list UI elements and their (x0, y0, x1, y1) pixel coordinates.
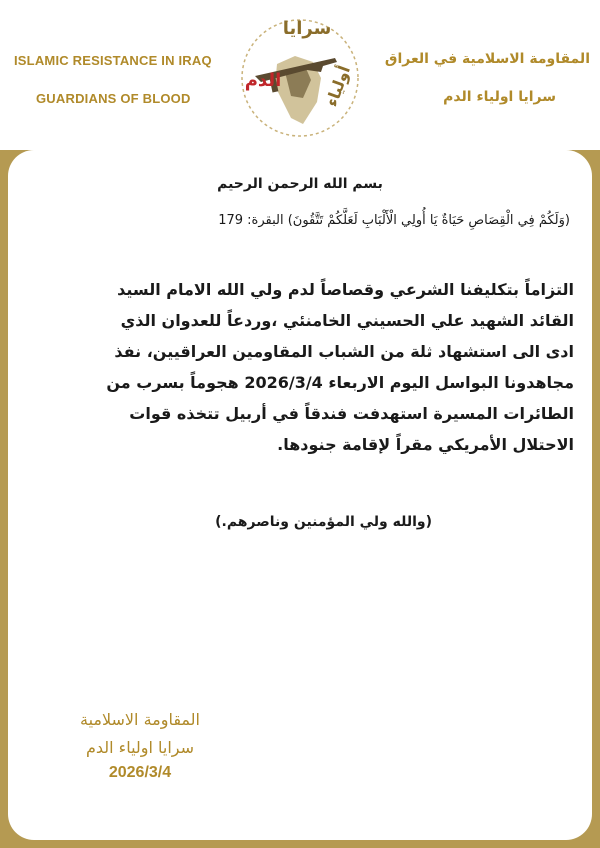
logo-text-left: الدم (244, 70, 282, 91)
closing-phrase: (والله ولي المؤمنين وناصرهم.) (215, 514, 432, 530)
emblem-logo (225, 6, 375, 146)
arabic-title: المقاومة الاسلامية في العراق (384, 51, 590, 67)
header-banner (0, 0, 600, 150)
signature-organization: المقاومة الاسلامية (80, 710, 200, 729)
statement-card (8, 150, 592, 840)
signature-date: 2026/3/4 (108, 764, 172, 781)
logo-text-top: سرايا (282, 18, 332, 39)
body-line-1: التزاماً بتكليفنا الشرعي وقصاصاً لدم ولي الله الامام السيد (117, 280, 574, 299)
logo-text-right: أولياء (321, 63, 354, 110)
english-title: ISLAMIC RESISTANCE IN IRAQ (14, 53, 212, 68)
english-subtitle: GUARDIANS OF BLOOD (36, 91, 191, 106)
quran-verse: (وَلَكُمْ فِي الْقِصَاصِ حَيَاةٌ يَا أُولِي الْأَلْبَابِ لَعَلَّكُمْ تَتَّقُونَ) البقرة: 179 (218, 213, 570, 228)
basmala: بسم الله الرحمن الرحيم (217, 176, 383, 192)
body-line-5: الطائرات المسيرة استهدفت فندقاً في أربيل تتخذه قوات (129, 404, 574, 423)
arabic-subtitle: سرايا اولياء الدم (443, 89, 556, 105)
body-line-2: القائد الشهيد علي الحسيني الخامنئي ،وردعاً للعدوان الذي (120, 311, 574, 330)
signature-group: سرايا اولياء الدم (85, 738, 195, 757)
body-line-4: مجاهدونا البواسل اليوم الاربعاء 2026/3/4 هجوماً بسرب من (106, 373, 574, 392)
body-line-6: الاحتلال الأمريكي مقراً لإقامة جنودها. (277, 435, 574, 454)
body-line-3: ادى الى استشهاد ثلة من الشباب المقاومين العراقيين، نفذ (114, 342, 574, 361)
